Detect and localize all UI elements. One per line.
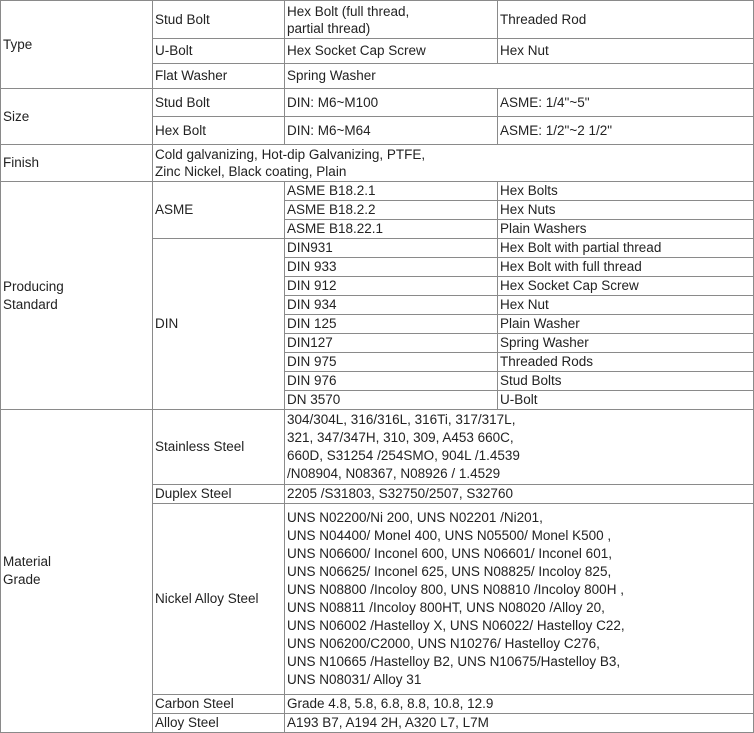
standard-desc: Hex Nut [498,296,754,315]
standard-desc: Plain Washers [498,220,754,239]
type-cell: Hex Socket Cap Screw [285,39,498,64]
standard-desc: Hex Socket Cap Screw [498,277,754,296]
material-name: Carbon Steel [153,695,285,714]
standard-desc: Hex Bolt with full thread [498,258,754,277]
type-cell: Threaded Rod [498,1,754,39]
standard-code: DIN127 [285,334,498,353]
standard-code: DIN931 [285,239,498,258]
type-cell: Hex Bolt (full thread, partial thread) [285,1,498,39]
standard-code: DIN 125 [285,315,498,334]
standard-desc: Threaded Rods [498,353,754,372]
standard-code: DN 3570 [285,391,498,410]
standard-desc: Hex Bolts [498,182,754,201]
size-cell: ASME: 1/4"~5" [498,89,754,117]
size-label: Size [1,89,153,145]
material-grades: UNS N02200/Ni 200, UNS N02201 /Ni201, UNS N04400/ Monel 400, UNS N05500/ Monel K500 , UNS N06600/ Inconel 600, UNS N06601/ Inconel 601, UNS N06625/ Inconel 625, UNS N08825/ Incoloy 825, UNS N08800 /Incoloy 800, UNS N08810 /Incoloy 800H , UNS N08811 /Incoloy 800HT, UNS N08020 /Alloy 20, UNS N06002 /Hastelloy X, UNS N06022/ Hastelloy C22, UNS N06200/C2000, UNS N10276/ Hastelloy C276, UNS N10665 /Hastelloy B2, UNS N10675/Hastelloy B3, UNS N08031/ Alloy 31 [285,504,754,695]
standard-code: ASME B18.22.1 [285,220,498,239]
standard-code: DIN 934 [285,296,498,315]
standard-code: DIN 933 [285,258,498,277]
material-name: Duplex Steel [153,485,285,504]
standard-desc: Stud Bolts [498,372,754,391]
size-cell: DIN: M6~M100 [285,89,498,117]
standard-din-label: DIN [153,239,285,410]
table-row [1,410,754,485]
type-cell: Stud Bolt [153,1,285,39]
standard-code: DIN 975 [285,353,498,372]
standard-desc: Plain Washer [498,315,754,334]
standard-code: ASME B18.2.2 [285,201,498,220]
standard-desc: U-Bolt [498,391,754,410]
material-grades: A193 B7, A194 2H, A320 L7, L7M [285,714,754,733]
material-grades: Grade 4.8, 5.8, 6.8, 8.8, 10.8, 12.9 [285,695,754,714]
standard-asme-label: ASME [153,182,285,239]
table-row [1,145,754,182]
table-row [1,89,754,117]
standard-code: DIN 912 [285,277,498,296]
material-grades: 304/304L, 316/316L, 316Ti, 317/317L, 321, 347/347H, 310, 309, A453 660C, 660D, S31254 /254SMO, 904L /1.4539 /N08904, N08367, N08926 / 1.4529 [285,410,754,485]
type-label: Type [1,1,153,89]
material-name: Alloy Steel [153,714,285,733]
material-label: Material Grade [1,410,153,733]
size-cell: Stud Bolt [153,89,285,117]
standard-desc: Hex Bolt with partial thread [498,239,754,258]
standard-desc: Hex Nuts [498,201,754,220]
material-name: Nickel Alloy Steel [153,504,285,695]
finish-value: Cold galvanizing, Hot-dip Galvanizing, PTFE, Zinc Nickel, Black coating, Plain [153,145,754,182]
size-cell: ASME: 1/2"~2 1/2" [498,117,754,145]
type-cell: Flat Washer [153,64,285,89]
size-cell: DIN: M6~M64 [285,117,498,145]
type-cell: Hex Nut [498,39,754,64]
material-name: Stainless Steel [153,410,285,485]
type-cell: Spring Washer [285,64,754,89]
standard-code: DIN 976 [285,372,498,391]
finish-label: Finish [1,145,153,182]
standard-desc: Spring Washer [498,334,754,353]
table-row [1,1,754,39]
standard-code: ASME B18.2.1 [285,182,498,201]
size-cell: Hex Bolt [153,117,285,145]
material-grades: 2205 /S31803, S32750/2507, S32760 [285,485,754,504]
type-cell: U-Bolt [153,39,285,64]
standard-label: Producing Standard [1,182,153,410]
table-row [1,182,754,201]
